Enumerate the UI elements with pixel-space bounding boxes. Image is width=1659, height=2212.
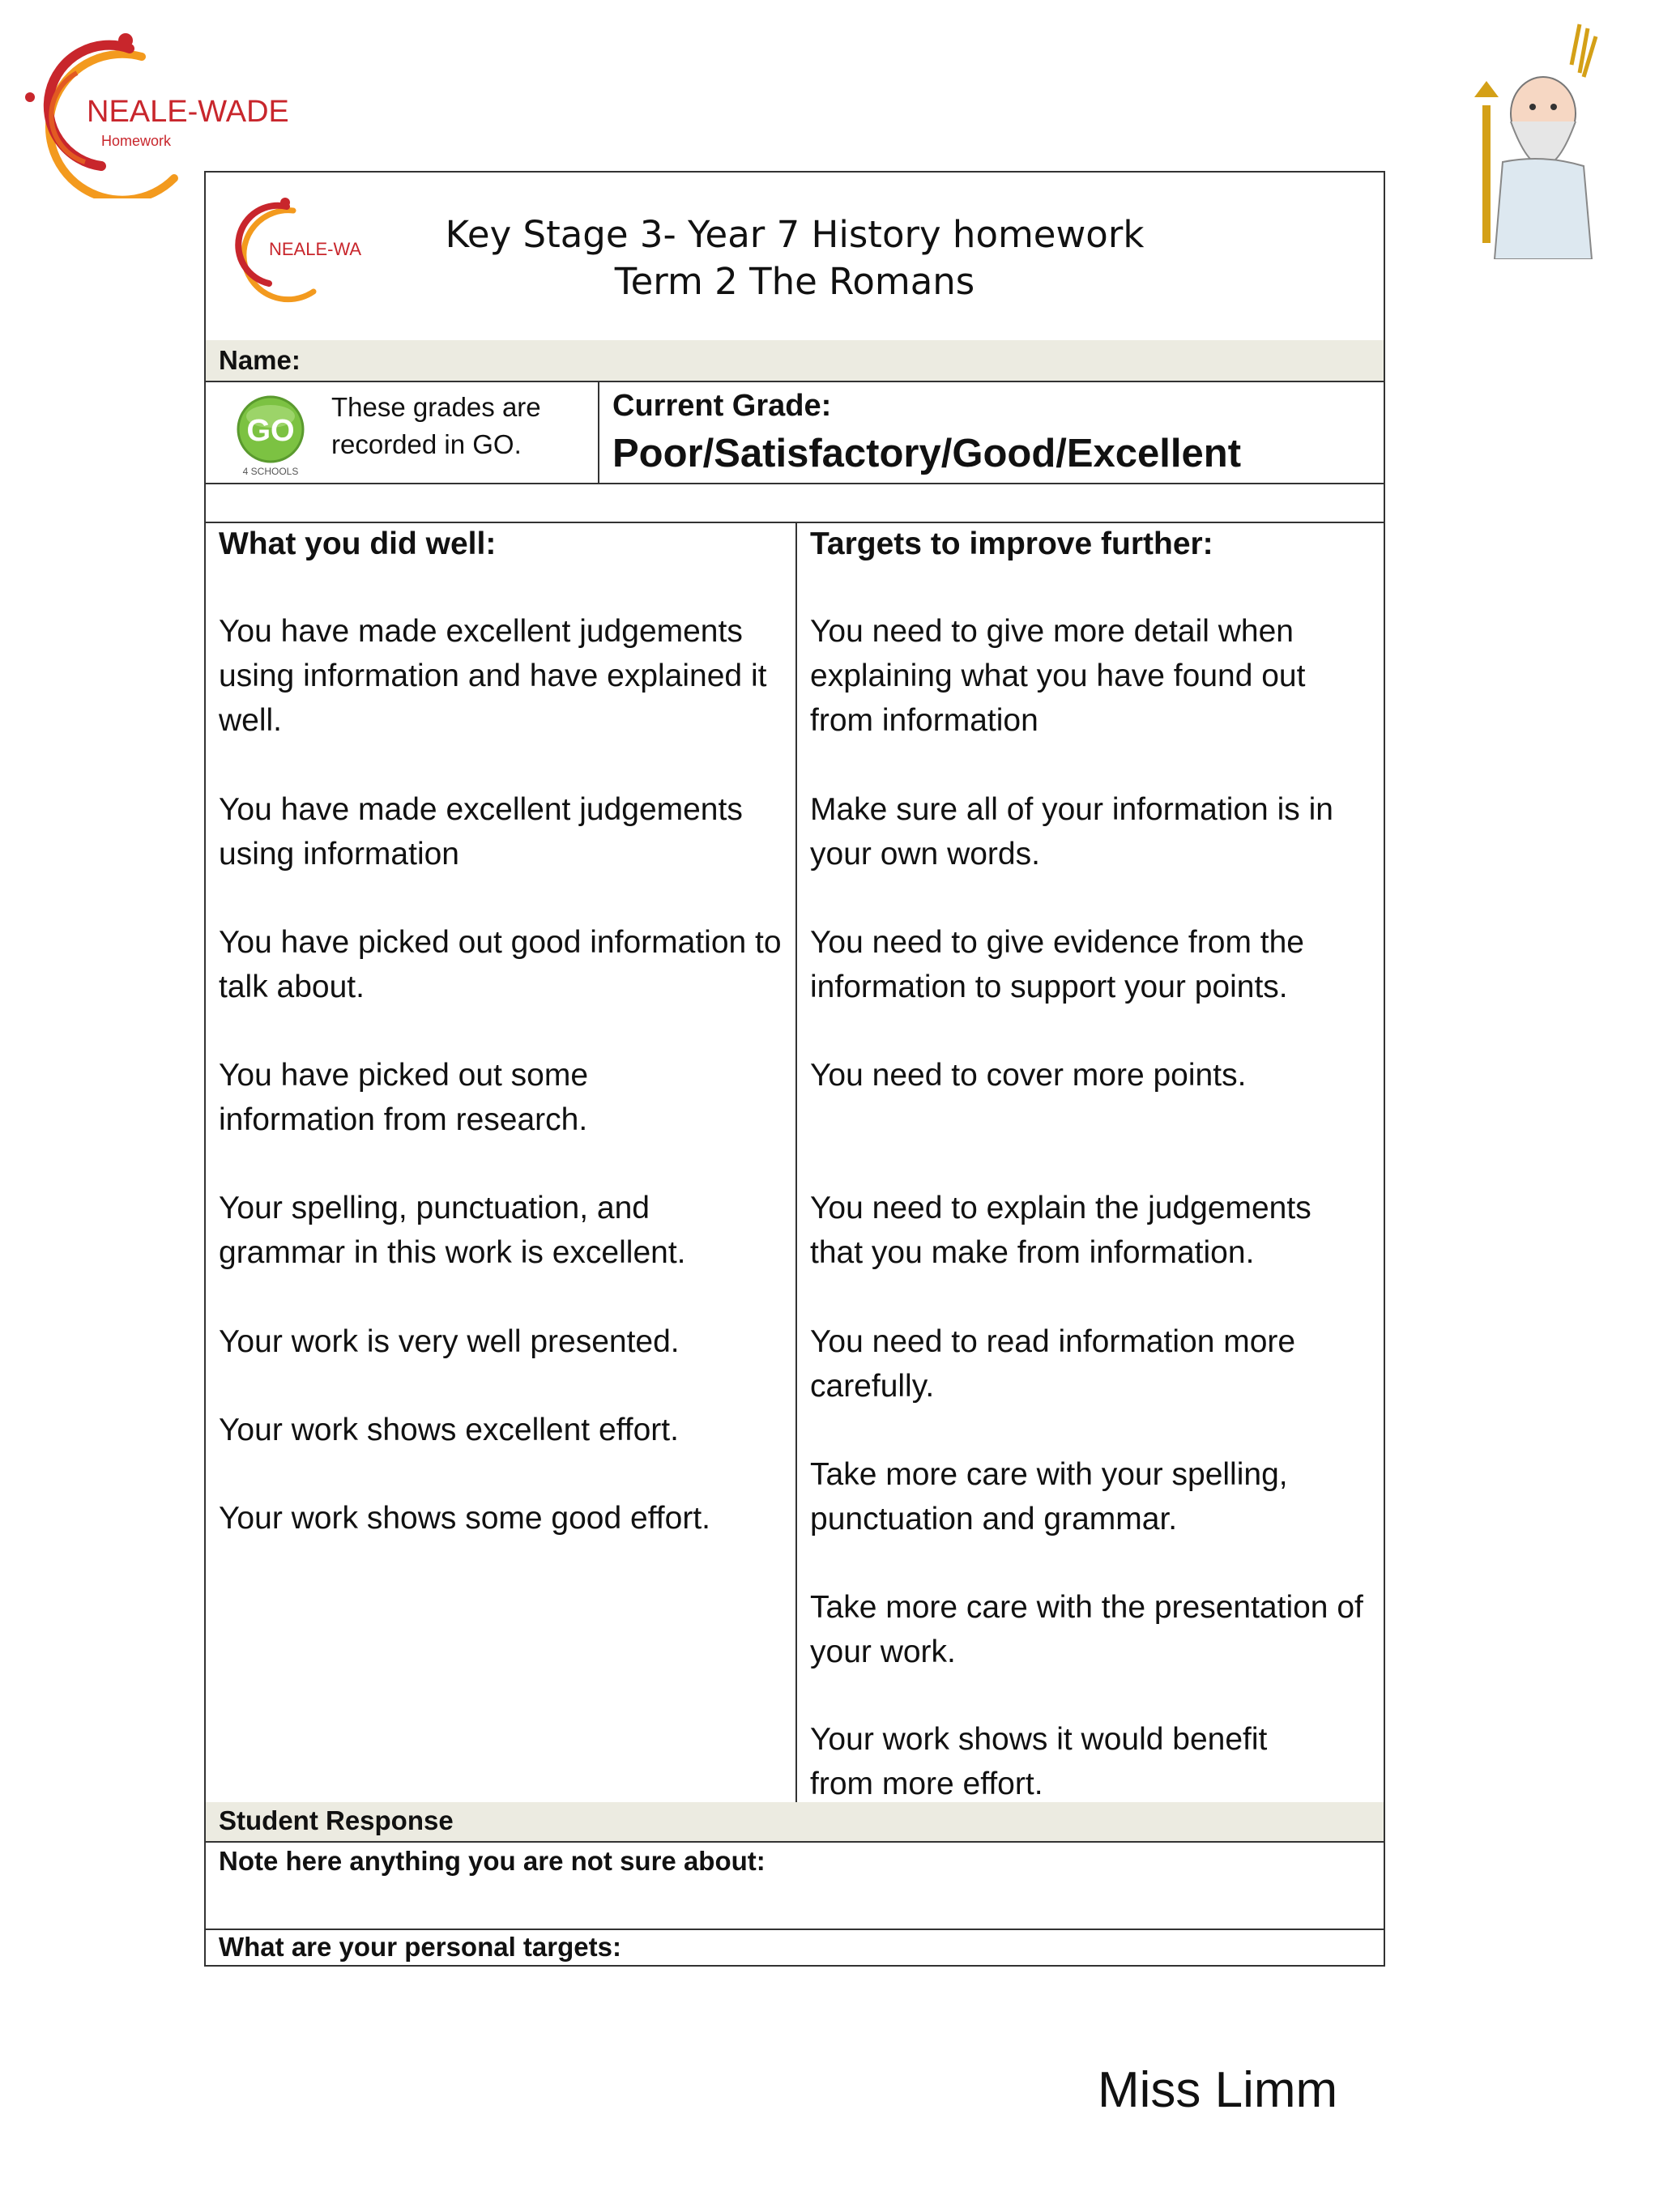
did-well-heading: What you did well: [219, 526, 497, 561]
page-title [206, 211, 1384, 305]
did-well-item: Your work shows excellent effort. [219, 1413, 679, 1447]
teacher-signature: Miss Limm [1098, 2062, 1338, 2118]
did-well-item: You have made excellent judgements using information and have explained it well. [219, 614, 767, 738]
targets-heading: Targets to improve further: [810, 526, 1213, 561]
target-item: You need to give more detail when explaining what you have found out from information [810, 614, 1306, 738]
grade-row [206, 381, 1384, 483]
title-line-1: Key Stage 3- Year 7 History homework [445, 213, 1145, 256]
did-well-item: You have picked out some information from research. [219, 1058, 589, 1137]
personal-targets-field[interactable] [206, 1929, 1384, 1967]
name-field[interactable] [206, 340, 1384, 381]
target-item: Make sure all of your information is in your own words. [810, 792, 1333, 872]
title-line-2: Term 2 The Romans [614, 260, 975, 303]
feedback-columns [206, 522, 1384, 1802]
current-grade-label: Current Grade: [612, 389, 832, 423]
target-item: Your work shows it would benefit from more effort. [810, 1722, 1268, 1801]
logo-tagline-text: Homework [101, 133, 172, 149]
student-response-heading: Student Response [219, 1805, 454, 1835]
targets-column [797, 522, 1384, 1802]
did-well-item: Your work shows some good effort. [219, 1501, 710, 1536]
did-well-item: You have picked out good information to talk about. [219, 925, 782, 1004]
unsure-notes-label: Note here anything you are not sure about: [219, 1846, 766, 1876]
did-well-item: Your work is very well presented. [219, 1324, 680, 1359]
target-item: You need to give evidence from the information to support your points. [810, 925, 1304, 1004]
unsure-notes-field[interactable] [206, 1841, 1384, 1929]
did-well-column [206, 522, 797, 1802]
go-4-schools-icon [233, 394, 308, 478]
target-item: You need to cover more points. [810, 1058, 1247, 1093]
target-item: Take more care with the presentation of your work. [810, 1590, 1363, 1669]
go-badge-text: GO [246, 414, 295, 448]
logo-small-brand-text: NEALE-WA [269, 239, 362, 259]
go-note: These grades are recorded in GO. [331, 392, 541, 459]
go-cell [206, 381, 599, 483]
spacer-row [206, 483, 1384, 522]
target-item: You need to read information more carefully. [810, 1324, 1296, 1404]
go-badge-subtext: 4 SCHOOLS [242, 466, 299, 477]
homework-feedback-form [204, 171, 1385, 1967]
target-item: You need to explain the judgements that you make from information. [810, 1191, 1311, 1270]
name-label: Name: [219, 345, 301, 375]
did-well-item: Your spelling, punctuation, and grammar in this work is excellent. [219, 1191, 686, 1270]
logo-brand-text: NEALE-WADE [87, 95, 288, 129]
did-well-item: You have made excellent judgements using information [219, 792, 743, 872]
student-response-header [206, 1802, 1384, 1841]
zeus-illustration [1458, 16, 1620, 259]
current-grade-options[interactable]: Poor/Satisfactory/Good/Excellent [612, 432, 1242, 475]
personal-targets-label: What are your personal targets: [219, 1932, 621, 1962]
target-item: Take more care with your spelling, punctuation and grammar. [810, 1457, 1288, 1536]
